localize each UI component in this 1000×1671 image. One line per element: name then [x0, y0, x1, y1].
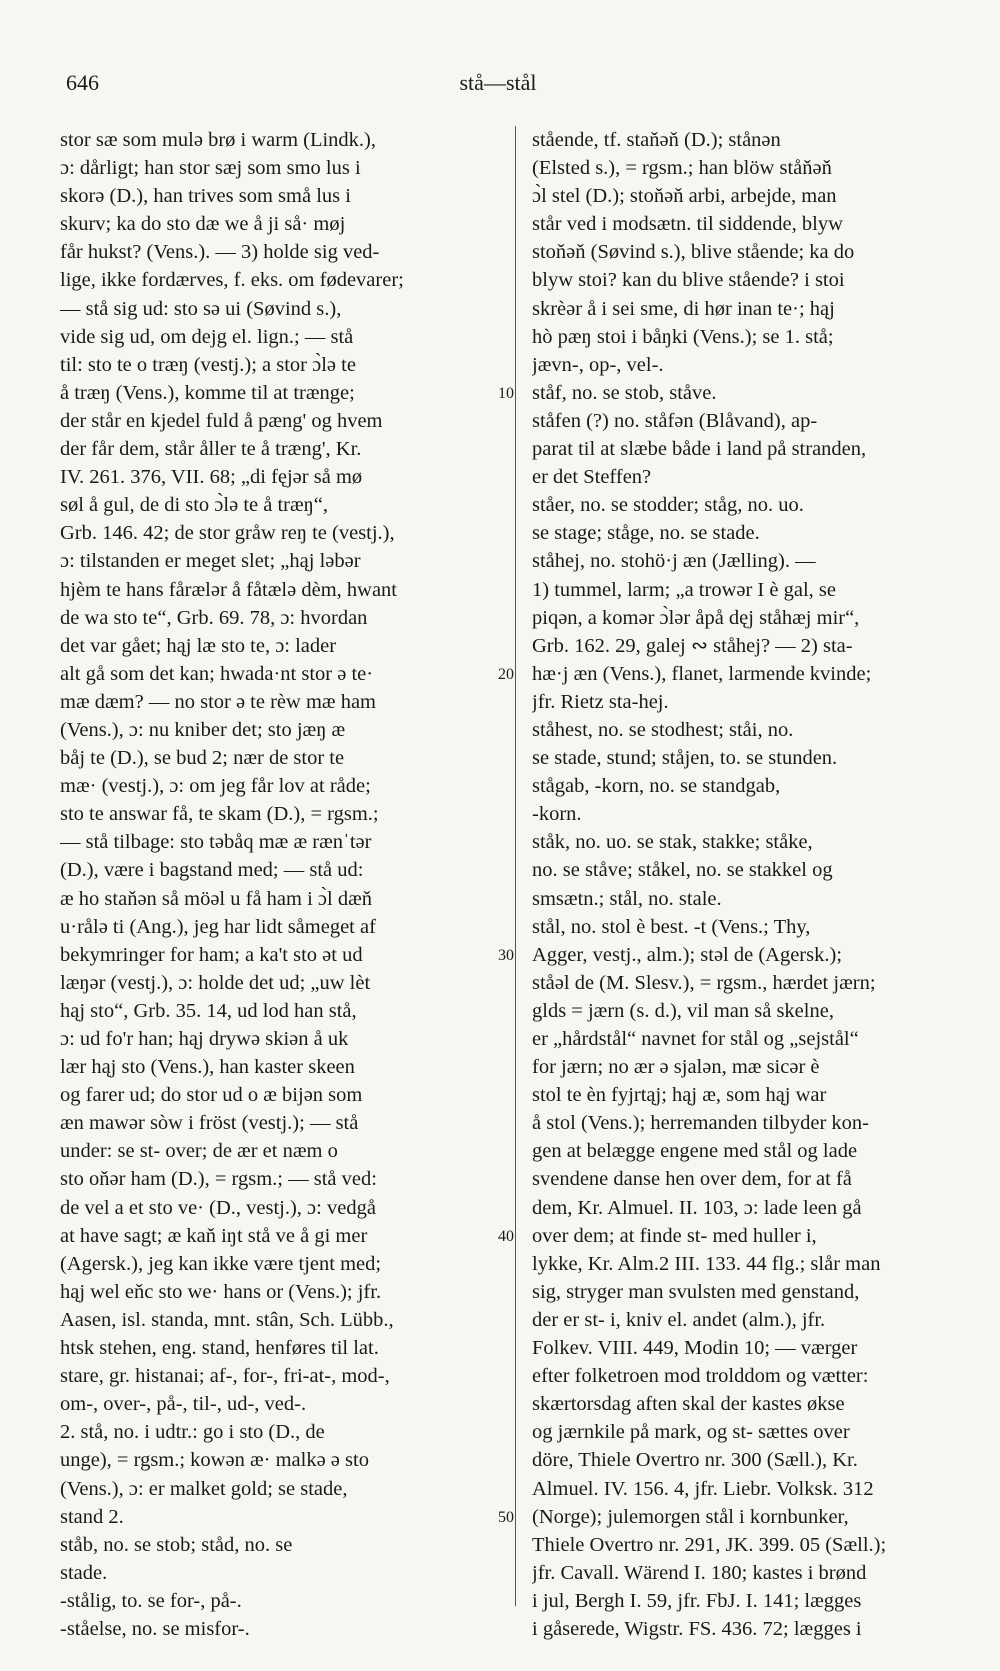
text-line: ɔ̀l stel (D.); stoňəň arbi, arbejde, man — [532, 185, 837, 208]
page-number: 646 — [66, 70, 99, 95]
text-line: sto oňər ham (D.), = rgsm.; — stå ved: — [60, 1168, 377, 1191]
text-line: lykke, Kr. Alm.2 III. 133. 44 flg.; slår man — [532, 1252, 881, 1275]
text-line: vide sig ud, om dejg el. lign.; — stå — [60, 325, 354, 348]
text-line: parat til at slæbe både i land på stranden, — [532, 438, 867, 461]
text-line: at have sagt; æ kaň iŋt stå ve å gi mer — [60, 1224, 368, 1247]
text-line: hò pæŋ stoi i båŋki (Vens.); se 1. stå; — [532, 325, 834, 348]
text-line: no. se ståve; ståkel, no. se stakkel og — [532, 859, 833, 882]
text-line: å stol (Vens.); herremanden tilbyder kon- — [532, 1112, 870, 1135]
text-line: skurv; ka do sto dæ we å ji så· møj — [60, 213, 346, 236]
text-line: ståəl de (M. Slesv.), = rgsm., hærdet jærn; — [532, 971, 876, 994]
text-line: til: sto te o træŋ (vestj.); a stor ɔ̀lə te — [60, 353, 356, 376]
text-line: under: se st- over; de ær et næm o — [60, 1140, 338, 1163]
text-line: bekymringer for ham; a ka't sto ət ud — [60, 943, 363, 966]
text-line: ɔ: dårligt; han stor sæj som smo lus i — [60, 157, 361, 180]
left-column — [60, 126, 500, 1643]
text-line: (Norge); julemorgen stål i kornbunker, — [532, 1505, 849, 1528]
text-line: å træŋ (Vens.), komme til at trænge; — [60, 381, 355, 404]
text-line: Grb. 162. 29, galej ∾ ståhej? — 2) sta- — [532, 634, 853, 657]
text-line: mæ· (vestj.), ɔ: om jeg får lov at råde; — [60, 775, 371, 798]
text-line: u·rålə ti (Ang.), jeg har lidt såmeget af — [60, 915, 376, 938]
text-line: er „hårdstål“ navnet for stål og „sejstål“ — [532, 1028, 859, 1050]
text-line: for jærn; no ær ə sjalən, mæ sicər è — [532, 1056, 820, 1079]
text-line: ståhest, no. se stodhest; ståi, no. — [532, 718, 794, 741]
text-line: sig, stryger man svulsten med genstand, — [532, 1280, 860, 1303]
text-line: — stå tilbage: sto təbåq mæ æ rænˈtər — [60, 831, 372, 854]
text-line: Almuel. IV. 156. 4, jfr. Liebr. Volksk. 312 — [532, 1477, 874, 1500]
text-line: Thiele Overtro nr. 291, JK. 399. 05 (Sæll.); — [532, 1533, 887, 1556]
text-line: gen at belægge engene med stål og lade — [532, 1140, 858, 1163]
line-number: 50 — [498, 1508, 514, 1526]
text-line: blyw stoi? kan du blive stående? i stoi — [532, 269, 845, 292]
text-line: hjèm te hans fårælər å fåtælə dèm, hwant — [60, 578, 397, 601]
text-line: -ståelse, no. se misfor-. — [60, 1617, 250, 1640]
text-line: smsætn.; stål, no. stale. — [532, 887, 722, 910]
text-line: skorə (D.), han trives som små lus i — [60, 185, 351, 208]
running-head: stå—stål — [459, 70, 537, 95]
text-line: ståf, no. se stob, ståve. — [532, 381, 717, 404]
text-line: (D.), være i bagstand med; — stå ud: — [60, 859, 364, 882]
text-line: — stå sig ud: sto sə ui (Søvind s.), — [60, 297, 342, 320]
text-line: båj te (D.), se bud 2; nær de stor te — [60, 747, 345, 770]
text-line: søl å gul, de di sto ɔ̀lə te å træŋ“, — [60, 494, 329, 517]
text-line: om-, over-, på-, til-, ud-, ved-. — [60, 1393, 307, 1416]
text-line: læŋər (vestj.), ɔ: holde det ud; „uw lèt — [60, 971, 371, 994]
text-line: htsk stehen, eng. stand, henføres til lat. — [60, 1337, 379, 1360]
text-line: -stålig, to. se for-, på-. — [60, 1589, 242, 1612]
text-line: i jul, Bergh I. 59, jfr. FbJ. I. 141; lægges — [532, 1589, 862, 1612]
text-line: stoňəň (Søvind s.), blive stående; ka do — [532, 241, 855, 264]
text-line: se stade, stund; ståjen, to. se stunden. — [532, 747, 838, 770]
text-line: dem, Kr. Almuel. II. 103, ɔ: lade leen gå — [532, 1196, 862, 1219]
text-line: Grb. 146. 42; de stor gråw reŋ te (vestj.), — [60, 522, 395, 545]
text-line: jfr. Rietz sta-hej. — [532, 690, 669, 713]
text-line: er det Steffen? — [532, 466, 652, 489]
text-line: IV. 261. 376, VII. 68; „di fęjər så mø — [60, 466, 363, 489]
text-line: stående, tf. staňəň (D.); stånən — [532, 129, 781, 151]
text-line: glds = jærn (s. d.), vil man så skelne, — [532, 999, 834, 1022]
text-line: Folkev. VIII. 449, Modin 10; — værger — [532, 1337, 858, 1360]
text-line: Aasen, isl. standa, mnt. stân, Sch. Lübb., — [60, 1308, 394, 1331]
text-line: ståhej, no. stohö·j æn (Jælling). — — [532, 550, 816, 573]
text-line: lige, ikke fordærves, f. eks. om fødevarer; — [60, 269, 404, 292]
text-line: stågab, -korn, no. se standgab, — [532, 775, 781, 798]
text-line: stand 2. — [60, 1505, 124, 1528]
page-header — [66, 70, 930, 110]
text-line: ståk, no. uo. se stak, stakke; ståke, — [532, 831, 813, 854]
text-line: og jærnkile på mark, og st- sættes over — [532, 1421, 850, 1444]
text-line: ståer, no. se stodder; ståg, no. uo. — [532, 494, 804, 517]
text-line: ɔ: ud fo'r han; hąj drywə skiən å uk — [60, 1028, 349, 1050]
text-line: efter folketroen mod trolddom og vætter: — [532, 1365, 869, 1388]
text-line: -korn. — [532, 803, 582, 826]
text-line: ståb, no. se stob; ståd, no. se — [60, 1533, 293, 1556]
text-line: (Vens.), ɔ: nu kniber det; sto jæŋ æ — [60, 718, 346, 741]
text-line: hąj wel eňc sto we· hans or (Vens.); jfr. — [60, 1280, 382, 1303]
text-line: lær hąj sto (Vens.), han kaster skeen — [60, 1056, 355, 1079]
text-line: (Vens.), ɔ: er malket gold; se stade, — [60, 1477, 348, 1500]
text-line: og farer ud; do stor ud o æ bijən som — [60, 1084, 363, 1107]
text-line: skrèər å i sei sme, di hør inan te·; hąj — [532, 297, 835, 320]
text-line: 2. stå, no. i udtr.: go i sto (D., de — [60, 1421, 325, 1444]
text-line: stade. — [60, 1561, 108, 1584]
text-line: mæ dæm? — no stor ə te rèw mæ ham — [60, 690, 376, 713]
text-line: piqən, a komər ɔ̀lər åpå dęj ståhæj mir“, — [532, 606, 860, 629]
text-line: ståfen (?) no. ståfən (Blåvand), ap- — [532, 409, 818, 432]
text-line: det var gået; hąj læ sto te, ɔ: lader — [60, 634, 337, 657]
text-line: (Elsted s.), = rgsm.; han blöw ståňəň — [532, 157, 832, 180]
text-line: (Agersk.), jeg kan ikke være tjent med; — [60, 1252, 382, 1275]
line-number: 30 — [498, 946, 514, 964]
text-line: 1) tummel, larm; „a trowər I è gal, se — [532, 578, 836, 601]
text-line: der står en kjedel fuld å pæng' og hvem — [60, 409, 383, 432]
text-line: over dem; at finde st- med huller i, — [532, 1224, 817, 1247]
text-line: stare, gr. histanai; af-, for-, fri-at-, mod-, — [60, 1365, 390, 1388]
text-line: de vel a et sto ve· (D., vestj.), ɔ: vedgå — [60, 1196, 376, 1219]
right-column — [532, 126, 958, 1643]
column-divider — [515, 126, 516, 1606]
text-line: jævn-, op-, vel-. — [532, 353, 664, 376]
text-line: æ ho staňən så möəl u få ham i ɔ̀l dæň — [60, 887, 372, 910]
text-line: ɔ: tilstanden er meget slet; „hąj ləbər — [60, 550, 361, 573]
line-number: 10 — [498, 384, 514, 402]
text-line: i gåserede, Wigstr. FS. 436. 72; lægges i — [532, 1617, 862, 1640]
text-line: æn mawər sòw i fröst (vestj.); — stå — [60, 1112, 359, 1135]
text-line: hæ·j æn (Vens.), flanet, larmende kvinde; — [532, 662, 872, 685]
text-line: der får dem, står åller te å træng', Kr. — [60, 438, 362, 461]
text-line: unge), = rgsm.; kowən æ· malkə ə sto — [60, 1449, 369, 1472]
text-line: jfr. Cavall. Wärend I. 180; kastes i brønd — [532, 1561, 867, 1584]
text-line: se stage; ståge, no. se stade. — [532, 522, 760, 545]
text-line: hąj sto“, Grb. 35. 14, ud lod han stå, — [60, 999, 357, 1022]
text-line: sto te answar få, te skam (D.), = rgsm.; — [60, 803, 379, 826]
text-line: svendene danse hen over dem, for at få — [532, 1168, 852, 1191]
text-line: stål, no. stol è best. -t (Vens.; Thy, — [532, 915, 811, 938]
line-number: 20 — [498, 665, 514, 683]
line-number: 40 — [498, 1227, 514, 1245]
text-line: står ved i modsætn. til siddende, blyw — [532, 213, 843, 236]
text-line: döre, Thiele Overtro nr. 300 (Sæll.), Kr. — [532, 1449, 858, 1472]
text-line: stol te èn fyjrtąj; hąj æ, som hąj war — [532, 1084, 827, 1107]
text-line: Agger, vestj., alm.); stəl de (Agersk.); — [532, 943, 843, 966]
text-line: alt gå som det kan; hwada·nt stor ə te· — [60, 662, 374, 685]
text-line: der er st- i, kniv el. andet (alm.), jfr. — [532, 1308, 826, 1331]
text-line: skærtorsdag aften skal der kastes økse — [532, 1393, 845, 1416]
text-line: de wa sto te“, Grb. 69. 78, ɔ: hvordan — [60, 606, 368, 629]
text-line: får hukst? (Vens.). — 3) holde sig ved- — [60, 241, 380, 264]
text-line: stor sæ som mulə brø i warm (Lindk.), — [60, 129, 377, 151]
